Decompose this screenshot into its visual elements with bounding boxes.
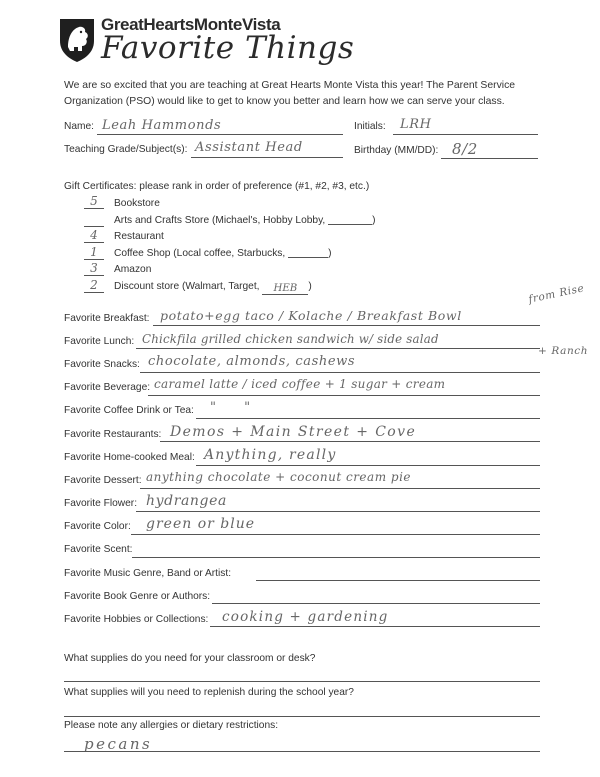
answer-line	[136, 348, 540, 349]
initials-label: Initials:	[354, 121, 386, 132]
rank-line	[84, 275, 104, 276]
name-field[interactable]: Leah Hammonds	[102, 118, 222, 133]
fav-dessert-answer[interactable]: anything chocolate + coconut cream pie	[146, 470, 412, 484]
name-line	[97, 134, 343, 135]
fav-breakfast-answer[interactable]: potato+egg taco / Kolache / Breakfast Bowl	[160, 308, 462, 323]
fav-flower-answer[interactable]: hydrangea	[146, 493, 227, 509]
lion-shield-icon	[58, 17, 96, 63]
fav-scent-label: Favorite Scent:	[64, 544, 133, 555]
rank-line	[84, 226, 104, 227]
grade-line	[191, 157, 343, 158]
gift-discount: Discount store (Walmart, Target, HEB )	[114, 281, 312, 294]
fav-breakfast-label: Favorite Breakfast:	[64, 313, 150, 324]
fav-book-label: Favorite Book Genre or Authors:	[64, 591, 211, 602]
answer-line	[256, 580, 540, 581]
form-title: Favorite Things	[101, 30, 355, 66]
brand-name: GreatHeartsMonteVista	[101, 15, 281, 34]
fav-snacks-label: Favorite Snacks:	[64, 359, 140, 370]
answer-line	[210, 626, 540, 627]
fav-hobbies-label: Favorite Hobbies or Collections:	[64, 614, 209, 625]
fav-lunch-label: Favorite Lunch:	[64, 336, 135, 347]
supplies-answer-line[interactable]	[64, 681, 540, 682]
grade-field[interactable]: Assistant Head	[195, 140, 303, 155]
gift-arts-crafts: Arts and Crafts Store (Michael's, Hobby Lobby, )	[114, 215, 376, 226]
arts-crafts-blank[interactable]	[328, 224, 372, 225]
rank-discount[interactable]: 2	[90, 278, 98, 292]
replenish-answer-line[interactable]	[64, 716, 540, 717]
coffee-shop-blank[interactable]	[288, 257, 328, 258]
fav-color-label: Favorite Color:	[64, 521, 131, 532]
intro-line-2: Organization (PSO) would like to get to know you better and learn how we can serve your class.	[64, 96, 505, 107]
answer-line	[160, 441, 540, 442]
fav-homecooked-label: Favorite Home-cooked Meal:	[64, 452, 195, 463]
answer-line	[140, 372, 540, 373]
fav-restaurants-label: Favorite Restaurants:	[64, 429, 162, 440]
rank-restaurant[interactable]: 4	[90, 228, 98, 242]
rank-coffee-shop[interactable]: 1	[90, 245, 98, 259]
fav-color-answer[interactable]: green or blue	[146, 516, 256, 532]
fav-snacks-note: + Ranch	[538, 345, 589, 357]
fav-hobbies-answer[interactable]: cooking + gardening	[222, 609, 389, 625]
fav-breakfast-note: from Rise	[527, 282, 586, 306]
fav-snacks-answer[interactable]: chocolate, almonds, cashews	[148, 354, 356, 369]
discount-store-field[interactable]: HEB	[262, 283, 308, 295]
allergies-answer-line	[64, 751, 540, 752]
fav-restaurants-answer[interactable]: Demos + Main Street + Cove	[170, 424, 417, 440]
fav-coffee-answer[interactable]: " "	[210, 400, 263, 415]
allergies-answer[interactable]: pecans	[84, 735, 153, 753]
answer-line	[153, 325, 540, 326]
answer-line	[212, 603, 540, 604]
gift-restaurant: Restaurant	[114, 231, 164, 242]
birthday-line	[441, 158, 538, 159]
rank-bookstore[interactable]: 5	[90, 194, 98, 208]
fav-dessert-label: Favorite Dessert:	[64, 475, 142, 486]
gift-bookstore: Bookstore	[114, 198, 160, 209]
answer-line	[132, 557, 540, 558]
fav-music-label: Favorite Music Genre, Band or Artist:	[64, 568, 232, 579]
rank-amazon[interactable]: 3	[90, 261, 98, 275]
initials-field[interactable]: LRH	[400, 117, 432, 132]
fav-beverage-label: Favorite Beverage:	[64, 382, 151, 393]
answer-line	[131, 534, 540, 535]
rank-line	[84, 242, 104, 243]
fav-lunch-answer[interactable]: Chickfila grilled chicken sandwich w/ side salad	[142, 332, 439, 346]
rank-line	[84, 292, 104, 293]
answer-line	[140, 488, 540, 489]
rank-line	[84, 259, 104, 260]
gift-coffee-shop: Coffee Shop (Local coffee, Starbucks, )	[114, 248, 332, 259]
fav-flower-label: Favorite Flower:	[64, 498, 138, 509]
fav-coffee-label: Favorite Coffee Drink or Tea:	[64, 405, 194, 416]
supplies-question: What supplies do you need for your classroom or desk?	[64, 653, 316, 664]
answer-line	[148, 395, 540, 396]
birthday-field[interactable]: 8/2	[452, 140, 478, 158]
birthday-label: Birthday (MM/DD):	[354, 145, 439, 156]
name-label: Name:	[64, 121, 95, 132]
allergies-question: Please note any allergies or dietary restrictions:	[64, 720, 279, 731]
initials-line	[393, 134, 538, 135]
grade-label: Teaching Grade/Subject(s):	[64, 144, 188, 155]
gift-heading: Gift Certificates: please rank in order of preference (#1, #2, #3, etc.)	[64, 181, 370, 192]
rank-line	[84, 208, 104, 209]
fav-beverage-answer[interactable]: caramel latte / iced coffee + 1 sugar + cream	[154, 377, 446, 391]
answer-line	[196, 418, 540, 419]
answer-line	[136, 511, 540, 512]
replenish-question: What supplies will you need to replenish during the school year?	[64, 687, 354, 698]
intro-line-1: We are so excited that you are teaching at Great Hearts Monte Vista this year! The Parent Service	[64, 80, 516, 91]
fav-homecooked-answer[interactable]: Anything, really	[204, 447, 337, 463]
gift-amazon: Amazon	[114, 264, 152, 275]
answer-line	[196, 465, 540, 466]
